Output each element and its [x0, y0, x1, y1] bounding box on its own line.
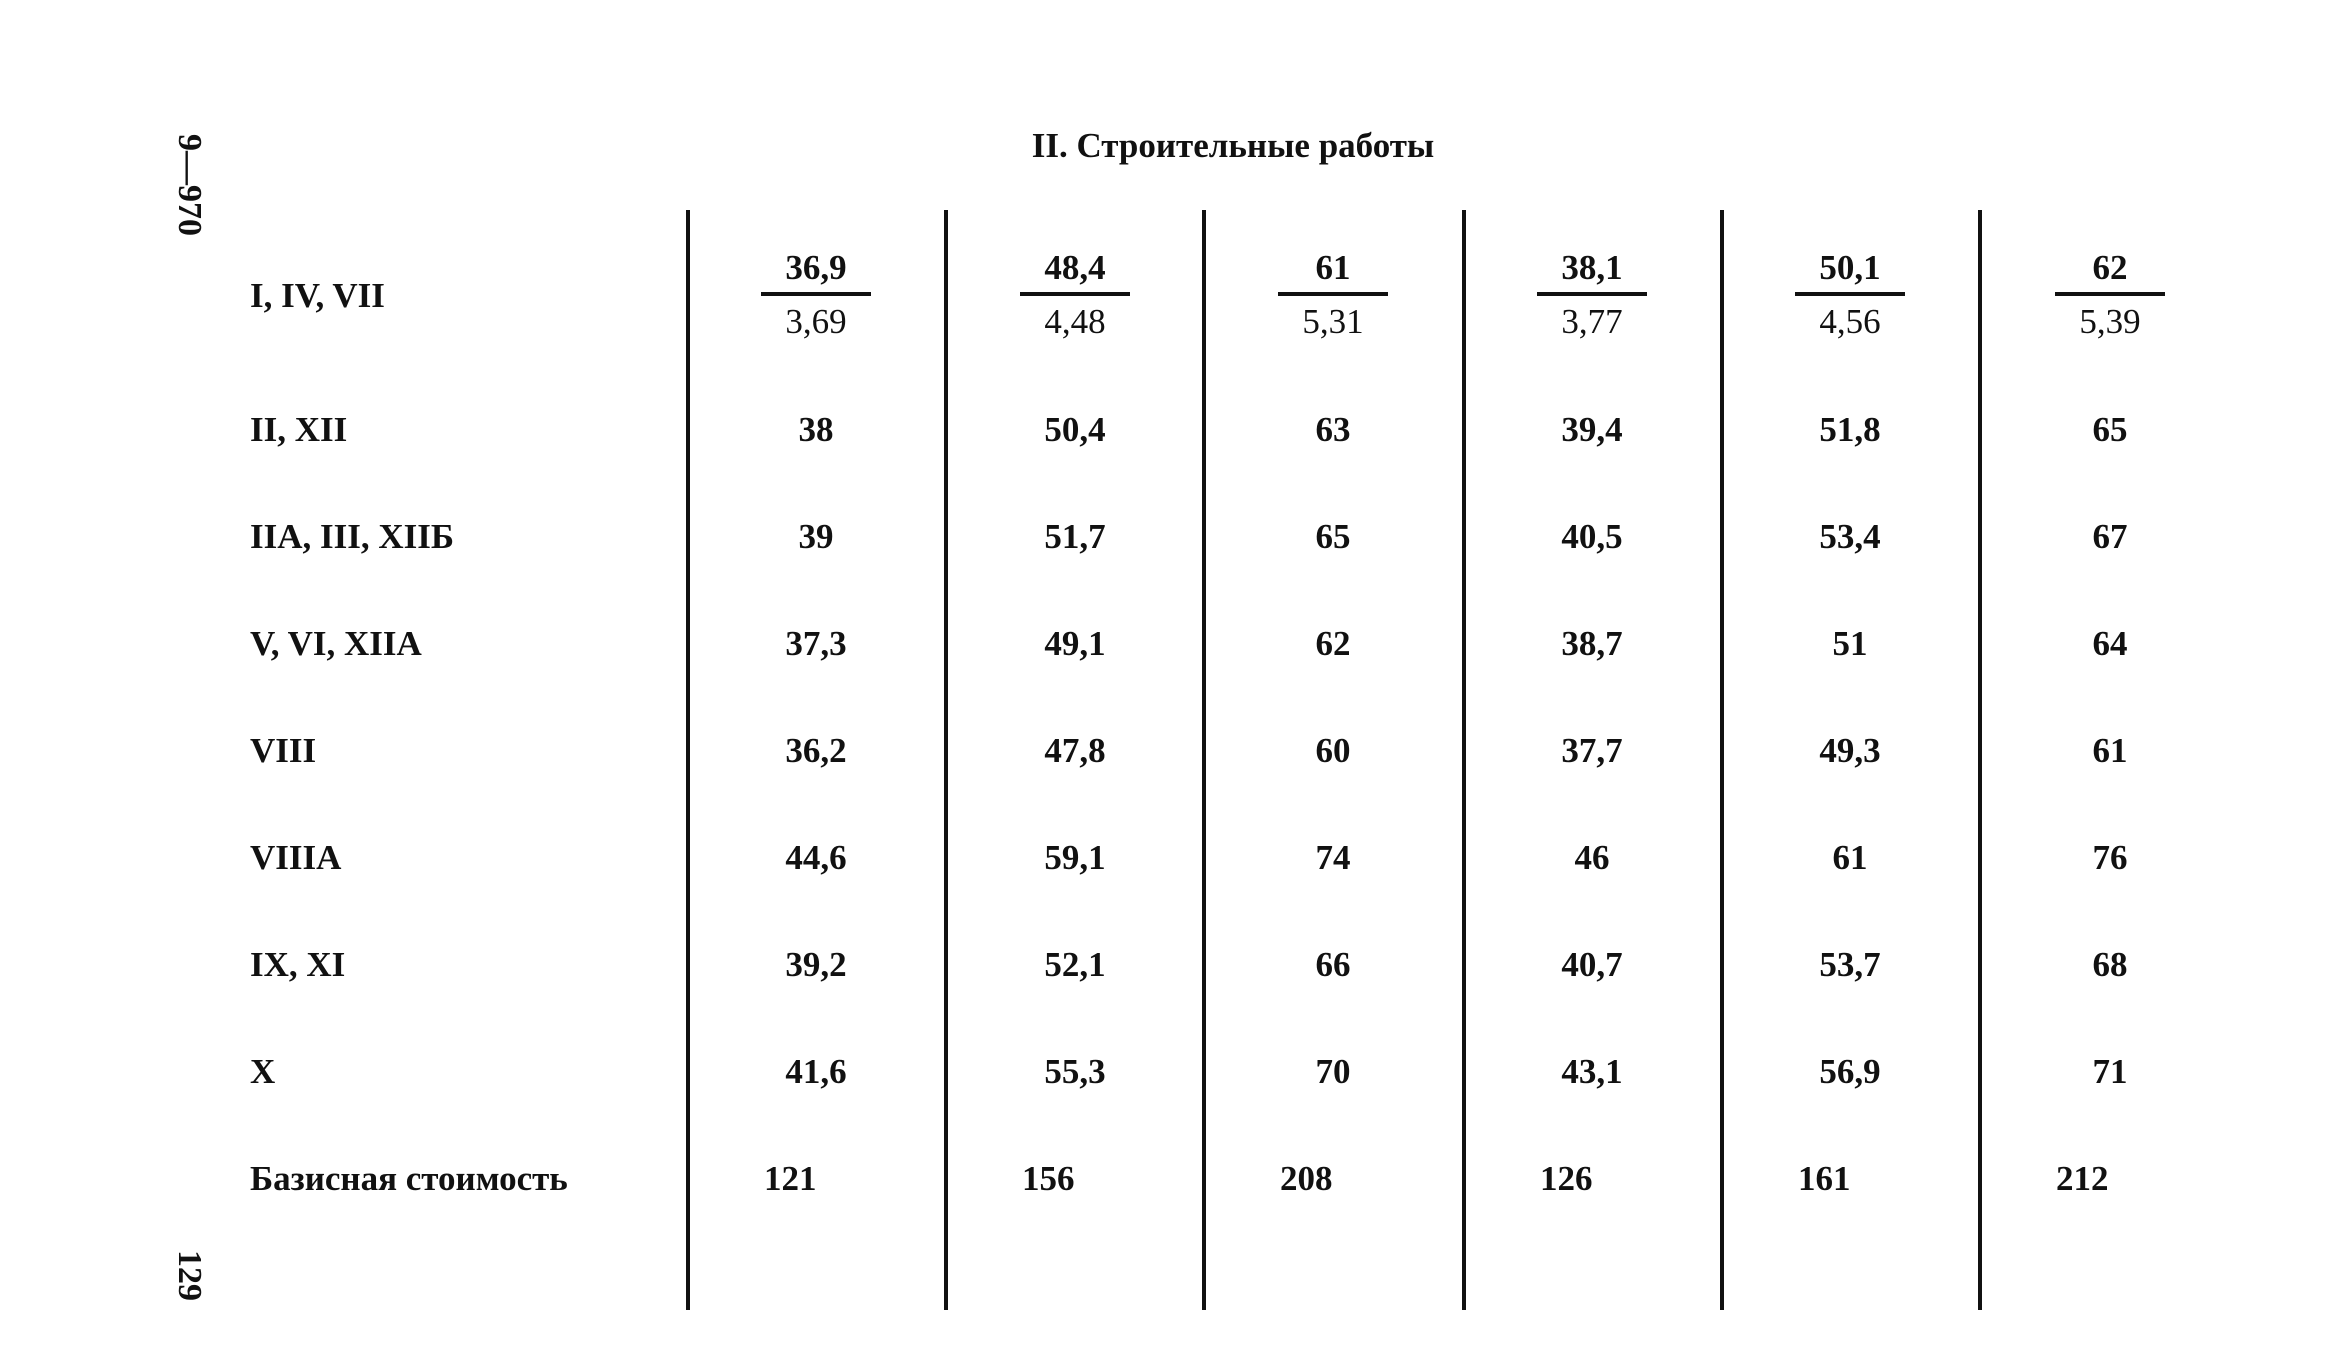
base-cost-cell: 121: [764, 1159, 817, 1198]
value-cell: 47,8: [1044, 731, 1106, 770]
value-cell: 65: [1315, 517, 1351, 556]
fraction-bar: [761, 292, 871, 296]
value-cell: 74: [1315, 838, 1351, 877]
fraction-cell: [1020, 248, 1130, 342]
value-cell: 76: [2092, 838, 2128, 877]
fraction-numerator: 50,1: [1819, 248, 1881, 287]
column-divider: [944, 210, 948, 1310]
column-divider: [1978, 210, 1982, 1310]
section-title: II. Строительные работы: [1031, 126, 1435, 165]
base-cost-cell: 126: [1540, 1159, 1593, 1198]
fraction-numerator: 62: [2092, 248, 2128, 287]
fraction-bar: [1537, 292, 1647, 296]
value-cell: 44,6: [785, 838, 847, 877]
value-cell: 51: [1832, 624, 1868, 663]
value-cell: 53,4: [1819, 517, 1881, 556]
column-divider: [1202, 210, 1206, 1310]
value-cell: 41,6: [785, 1052, 847, 1091]
value-cell: 71: [2092, 1052, 2128, 1091]
value-cell: 40,7: [1561, 945, 1623, 984]
value-cell: 39: [798, 517, 834, 556]
fraction-denominator: 5,31: [1302, 302, 1364, 341]
row-label: IX, XI: [250, 945, 346, 984]
fraction-bar: [2055, 292, 2165, 296]
value-cell: 55,3: [1044, 1052, 1106, 1091]
fraction-bar: [1795, 292, 1905, 296]
row-label: X: [250, 1052, 276, 1091]
row-label: VIII: [250, 731, 317, 770]
fraction-cell: [1278, 248, 1388, 342]
fraction-numerator: 48,4: [1044, 248, 1106, 287]
fraction-cell: [2055, 248, 2165, 342]
fraction-numerator: 38,1: [1561, 248, 1623, 287]
row-label: Базисная стоимость: [250, 1159, 568, 1198]
base-cost-cell: 156: [1022, 1159, 1075, 1198]
value-cell: 64: [2092, 624, 2128, 663]
row-label: I, IV, VII: [250, 276, 385, 315]
fraction-denominator: 4,48: [1044, 302, 1106, 341]
value-cell: 67: [2092, 517, 2128, 556]
value-cell: 70: [1315, 1052, 1351, 1091]
fraction-cell: [761, 248, 871, 342]
row-label: VIIIA: [250, 838, 342, 877]
value-cell: 51,7: [1044, 517, 1106, 556]
fraction-bar: [1020, 292, 1130, 296]
row-label: IIA, III, XIIБ: [250, 517, 455, 556]
column-divider: [686, 210, 690, 1310]
fraction-numerator: 36,9: [785, 248, 847, 287]
value-cell: 49,1: [1044, 624, 1106, 663]
value-cell: 66: [1315, 945, 1351, 984]
value-cell: 65: [2092, 410, 2128, 449]
value-cell: 61: [1832, 838, 1868, 877]
base-cost-cell: 212: [2056, 1159, 2109, 1198]
value-cell: 38: [798, 410, 834, 449]
column-divider: [1720, 210, 1724, 1310]
value-cell: 38,7: [1561, 624, 1623, 663]
fraction-denominator: 3,69: [785, 302, 847, 341]
fraction-denominator: 3,77: [1561, 302, 1623, 341]
fraction-bar: [1278, 292, 1388, 296]
value-cell: 52,1: [1044, 945, 1106, 984]
value-cell: 59,1: [1044, 838, 1106, 877]
row-label: V, VI, XIIA: [250, 624, 422, 663]
page-number: 129: [171, 1250, 208, 1301]
value-cell: 43,1: [1561, 1052, 1623, 1091]
row-label: II, XII: [250, 410, 348, 449]
value-cell: 37,3: [785, 624, 847, 663]
value-cell: 62: [1315, 624, 1351, 663]
value-cell: 39,4: [1561, 410, 1623, 449]
fraction-cell: [1537, 248, 1647, 342]
value-cell: 68: [2092, 945, 2128, 984]
value-cell: 39,2: [785, 945, 847, 984]
fraction-cell: [1795, 248, 1905, 342]
value-cell: 60: [1315, 731, 1351, 770]
value-cell: 61: [2092, 731, 2128, 770]
value-cell: 36,2: [785, 731, 847, 770]
base-cost-cell: 208: [1280, 1159, 1333, 1198]
value-cell: 37,7: [1561, 731, 1623, 770]
fraction-denominator: 5,39: [2079, 302, 2141, 341]
value-cell: 53,7: [1819, 945, 1881, 984]
base-cost-cell: 161: [1798, 1159, 1851, 1198]
value-cell: 56,9: [1819, 1052, 1881, 1091]
value-cell: 49,3: [1819, 731, 1881, 770]
value-cell: 40,5: [1561, 517, 1623, 556]
value-cell: 51,8: [1819, 410, 1881, 449]
value-cell: 63: [1315, 410, 1351, 449]
value-cell: 46: [1574, 838, 1610, 877]
value-cell: 50,4: [1044, 410, 1106, 449]
fraction-numerator: 61: [1315, 248, 1351, 287]
fraction-denominator: 4,56: [1819, 302, 1881, 341]
document-code: 9—970: [171, 134, 208, 236]
column-divider: [1462, 210, 1466, 1310]
